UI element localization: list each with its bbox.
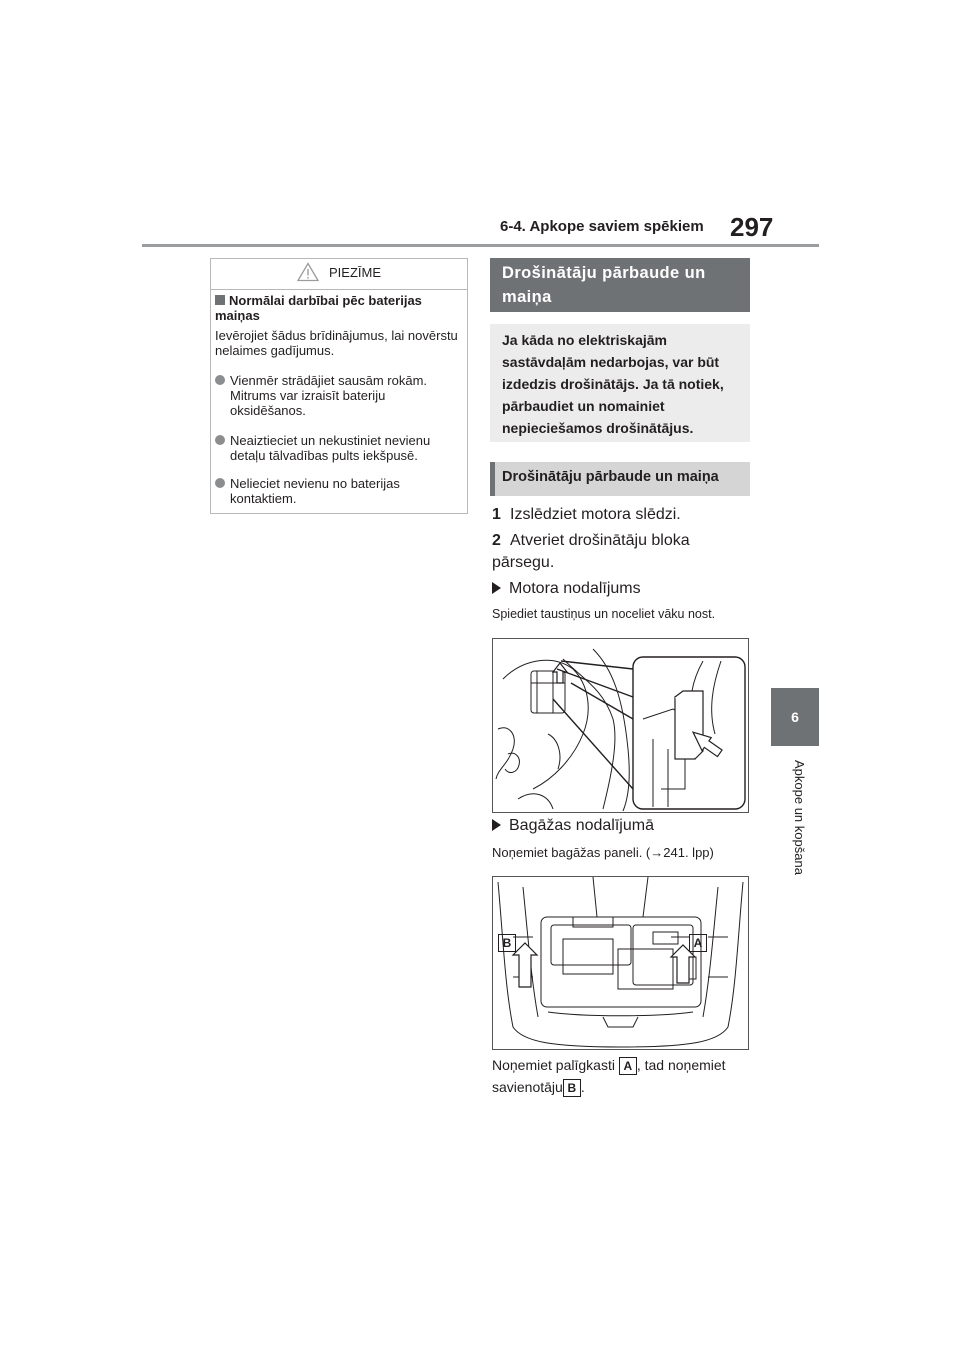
section-intro-box — [490, 324, 750, 442]
notice-bullet: Nelieciet nevienu no baterijas kontaktiem. — [215, 476, 461, 506]
engine-note: Spiediet taustiņus un noceliet vāku nost. — [492, 607, 716, 621]
label-b-marker: B — [498, 934, 516, 952]
bullet-dot-icon — [215, 375, 225, 385]
step-1: 1 Izslēdziet motora slēdzi. — [492, 506, 681, 523]
subheading: Drošinātāju pārbaude un maiņa — [502, 469, 719, 485]
luggage-fuse-drawing — [493, 877, 748, 1049]
notice-heading: Normālai darbībai pēc baterijas maiņas — [215, 293, 422, 323]
notice-label: PIEZĪME — [328, 264, 381, 280]
bullet-dot-icon — [215, 478, 225, 488]
luggage-fuse-illustration — [492, 876, 749, 1050]
luggage-compartment-label: Bagāžas nodalījumā — [492, 817, 654, 835]
step-2: 2 Atveriet drošinātāju bloka pārsegu. — [492, 532, 690, 571]
notice-divider — [211, 289, 467, 290]
section-title-band — [490, 258, 750, 312]
section-intro: Ja kāda no elektriskajām sastāvdaļām nedarbojas, var būt izdedzis drošinātājs. Ja tā notiek, pārbaudiet un nomainiet nepieciešamos drošinātājus. — [502, 332, 724, 436]
subheading-accent — [490, 462, 495, 496]
header-divider — [142, 244, 819, 247]
notice-bullet: Neaiztieciet un nekustiniet nevienu detaļu tālvadības pults iekšpusē. — [215, 433, 461, 463]
label-a-marker: A — [689, 934, 707, 952]
notice-box — [210, 258, 468, 514]
label-b-inline: B — [563, 1079, 581, 1097]
subheading-band — [490, 462, 750, 496]
engine-fuse-drawing — [493, 639, 748, 812]
engine-fuse-illustration — [492, 638, 749, 813]
chapter-side-title: Apkope un kopšana — [792, 760, 807, 875]
chapter-tab-number: 6 — [791, 709, 799, 725]
luggage-note: Noņemiet bagāžas paneli. (→241. lpp) — [492, 845, 714, 860]
notice-intro: Ievērojiet šādus brīdinājumus, lai novērstu nelaimes gadījumus. — [215, 328, 458, 358]
notice-bullet: Vienmēr strādājiet sausām rokām. Mitrums var izraisīt bateriju oksidēšanos. — [215, 373, 461, 418]
arrow-right-icon — [492, 819, 501, 831]
notice-header — [211, 259, 467, 285]
label-a-inline: A — [619, 1057, 637, 1075]
arrow-right-icon — [492, 582, 501, 594]
page-number: 297 — [730, 212, 774, 242]
bullet-dot-icon — [215, 435, 225, 445]
engine-compartment-label: Motora nodalījums — [492, 580, 641, 598]
warning-triangle-icon — [297, 262, 319, 282]
square-bullet-icon — [215, 295, 225, 305]
section-title: Drošinātāju pārbaude un maiņa — [502, 264, 706, 306]
section-header-title: 6-4. Apkope saviem spēkiem — [500, 218, 704, 235]
luggage-caption: Noņemiet palīgkasti A , tad noņemiet savienotāju B . — [492, 1057, 726, 1096]
chapter-tab — [771, 688, 819, 746]
